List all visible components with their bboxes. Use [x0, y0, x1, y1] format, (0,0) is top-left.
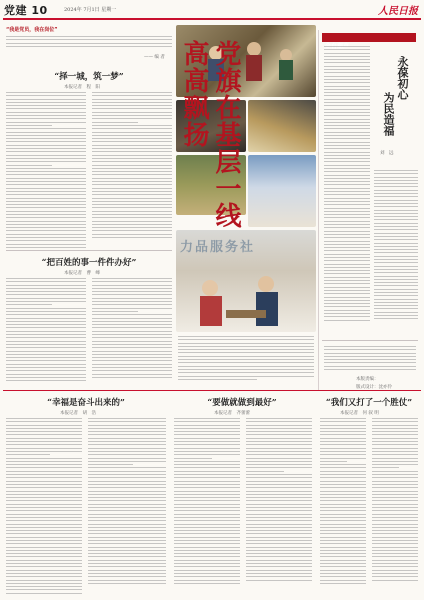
editors-credit: 本版责编： — [356, 377, 379, 382]
issue-date: 2024年 7月1日 星期一 — [64, 7, 117, 13]
photo-service-counter — [176, 230, 316, 332]
article-title: “要做就做到最好” — [207, 398, 277, 408]
sidebar-tag — [322, 33, 416, 42]
sign-text: 力品服务社 — [180, 240, 256, 255]
photo-coastal-village — [248, 155, 316, 227]
photo-captions — [324, 346, 416, 376]
article-body — [6, 278, 86, 382]
article-body — [372, 418, 418, 594]
page-header — [0, 0, 424, 20]
lead-tag: “我是党员，我在岗位” — [6, 27, 58, 33]
sidebar-body — [324, 46, 370, 336]
separator — [322, 340, 418, 341]
section-label: 党建 10 — [4, 4, 48, 17]
sidebar-title-2: 为民造福 — [382, 92, 395, 136]
article-title: “把百姓的事一件件办好” — [41, 258, 137, 268]
article-byline: 本报记者 程 阳 — [64, 85, 100, 90]
photo-factory — [248, 100, 316, 152]
sidebar-body — [374, 170, 418, 336]
middle-body — [178, 336, 314, 384]
article-body — [6, 92, 86, 248]
article-body — [6, 418, 82, 594]
article-byline: 本报记者 齐蕾蕾 — [214, 411, 250, 416]
article-body — [92, 278, 172, 382]
bottom-rule — [3, 390, 421, 391]
separator — [6, 250, 172, 251]
article-title: “幸福是奋斗出来的” — [47, 398, 125, 408]
article-body — [320, 418, 366, 594]
article-body — [246, 418, 312, 594]
article-byline: 本报记者 何 叙 明 — [340, 411, 379, 416]
lead-text — [6, 36, 172, 52]
main-headline: 党旗在基层一线高高飘扬 — [179, 40, 241, 229]
sidebar-title-1: 永葆初心 — [396, 56, 409, 100]
lead-signature: —— 编 者 — [144, 55, 165, 60]
article-body — [92, 92, 172, 248]
article-body — [88, 418, 166, 594]
header-rule — [3, 18, 421, 20]
article-byline: 本报记者 胡 浩 — [60, 411, 96, 416]
masthead-logo: 人民日报 — [378, 6, 418, 17]
article-title: “择一城，筑一梦” — [54, 72, 124, 82]
article-title: “我们又打了一个胜仗” — [325, 398, 413, 408]
article-byline: 本报记者 曹 峰 — [64, 271, 100, 276]
article-body — [174, 418, 240, 594]
photo-people — [176, 230, 316, 332]
sidebar-byline: 刘 远 — [380, 151, 394, 156]
design-credit: 版式设计：沈亦伶 — [356, 385, 392, 390]
